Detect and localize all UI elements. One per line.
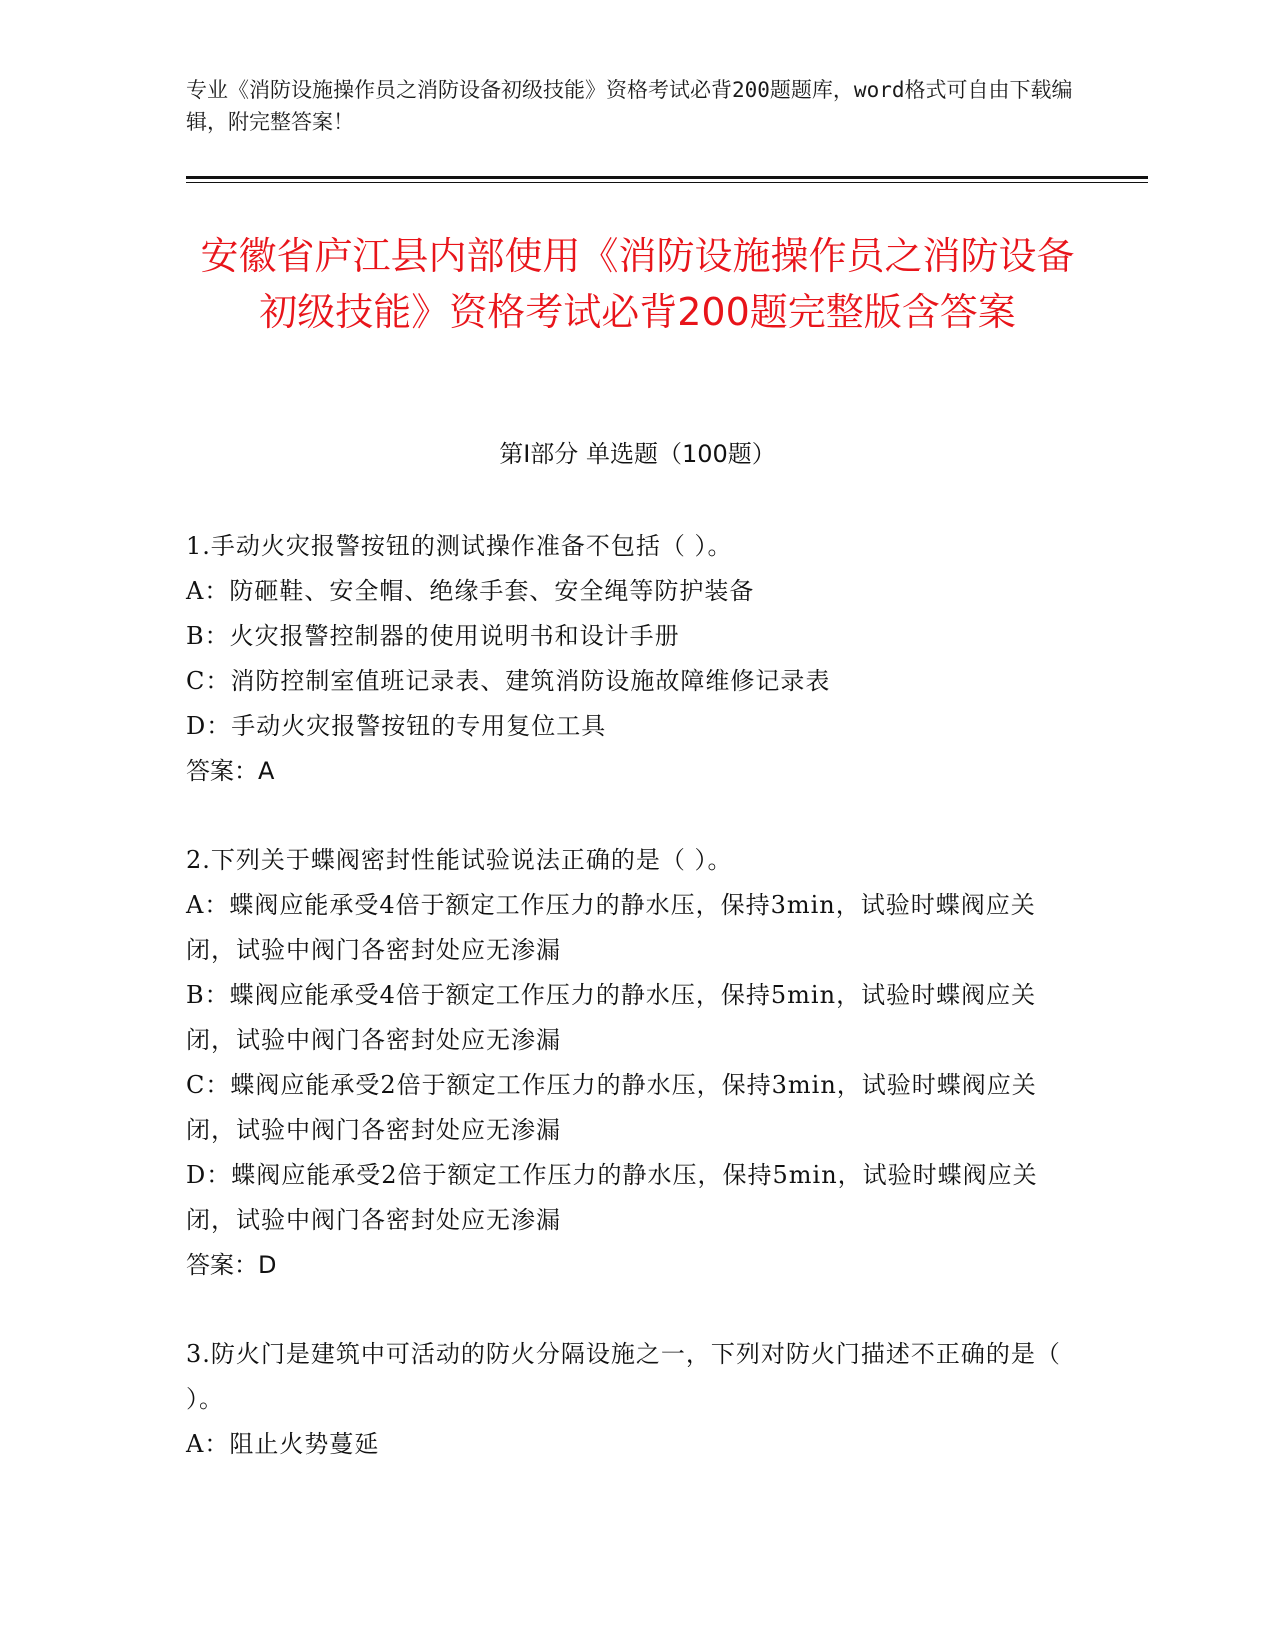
option-b: B：蝶阀应能承受4倍于额定工作压力的静水压，保持5min，试验时蝶阀应关闭，试验中阀门各密封处应无渗漏	[186, 981, 1037, 1054]
answer-line: 答案：A	[186, 757, 275, 785]
question-stem: 2.下列关于蝶阀密封性能试验说法正确的是（ ）。	[186, 846, 733, 874]
question-stem: 1.手动火灾报警按钮的测试操作准备不包括（ ）。	[186, 532, 733, 560]
option-c: C：蝶阀应能承受2倍于额定工作压力的静水压，保持3min，试验时蝶阀应关闭，试验中阀门各密封处应无渗漏	[186, 1071, 1037, 1144]
header-divider-thin	[186, 182, 1148, 183]
option-d: D：手动火灾报警按钮的专用复位工具	[186, 712, 607, 740]
question-1	[186, 524, 1081, 794]
document-title: 安徽省庐江县内部使用《消防设施操作员之消防设备初级技能》资格考试必背200题完整版含答案	[200, 234, 1075, 334]
option-c: C：消防控制室值班记录表、建筑消防设施故障维修记录表	[186, 667, 831, 695]
section-heading: 第Ⅰ部分 单选题（100题）	[499, 440, 776, 468]
option-a: A：防砸鞋、安全帽、绝缘手套、安全绳等防护装备	[186, 577, 755, 605]
option-d: D：蝶阀应能承受2倍于额定工作压力的静水压，保持5min，试验时蝶阀应关闭，试验中阀门各密封处应无渗漏	[186, 1161, 1038, 1234]
header-note: 专业《消防设施操作员之消防设备初级技能》资格考试必背200题题库，word格式可自由下载编辑，附完整答案！	[186, 78, 1073, 134]
question-3	[186, 1332, 1081, 1467]
option-a: A：阻止火势蔓延	[186, 1430, 380, 1458]
answer-line: 答案：D	[186, 1251, 277, 1279]
header-divider-thick	[186, 176, 1148, 179]
question-list	[186, 524, 1081, 1511]
question-stem: 3.防火门是建筑中可活动的防火分隔设施之一，下列对防火门描述不正确的是（ ）。	[186, 1340, 1061, 1413]
question-2	[186, 838, 1081, 1288]
option-a: A：蝶阀应能承受4倍于额定工作压力的静水压，保持3min，试验时蝶阀应关闭，试验中阀门各密封处应无渗漏	[186, 891, 1036, 964]
option-b: B：火灾报警控制器的使用说明书和设计手册	[186, 622, 680, 650]
